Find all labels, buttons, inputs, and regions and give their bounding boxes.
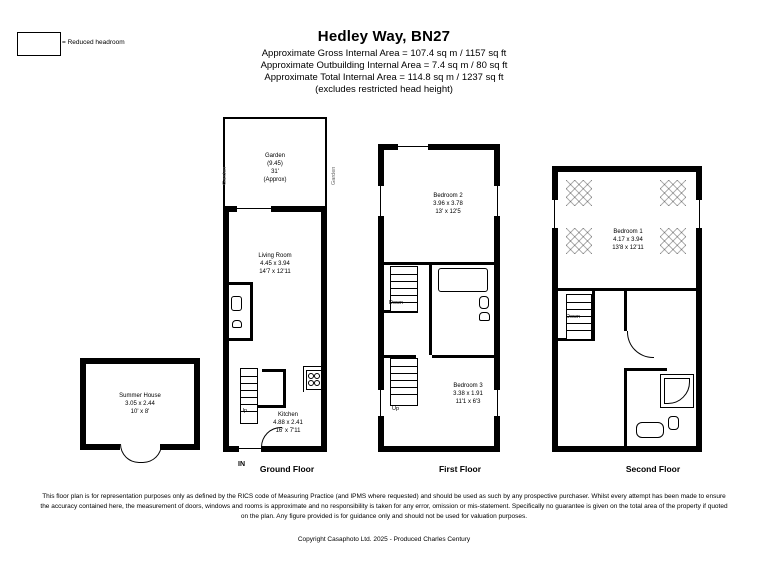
stairs-ground: [240, 368, 258, 424]
area-gross-internal: Approximate Gross Internal Area = 107.4 sq m / 1157 sq ft: [261, 48, 507, 59]
stairs-up-label-ground: Up: [240, 408, 248, 414]
room-garden-note: (Approx): [263, 177, 287, 183]
outbuilding-name: Summer House: [119, 393, 161, 399]
room-bedroom1-imperial: 13'8 x 12'11: [612, 245, 644, 251]
garden-side-label-right: Garden: [331, 166, 337, 185]
stairs-first-up: [390, 358, 418, 406]
copyright-text: Copyright Casaphoto Ltd. 2025 - Produced Charles Century: [297, 536, 471, 543]
legend-swatch: [17, 32, 61, 56]
room-kitchen-name: Kitchen: [277, 412, 298, 418]
room-kitchen-metric: 4.88 x 2.41: [273, 420, 303, 426]
stairs-down-label-first: Down: [389, 300, 404, 306]
room-bedroom3-metric: 3.38 x 1.91: [453, 391, 483, 397]
room-garden-imperial: 31': [271, 169, 279, 175]
room-living-imperial: 14'7 x 12'11: [259, 269, 291, 275]
room-bedroom2-metric: 3.96 x 3.78: [433, 201, 463, 207]
page-title: Hedley Way, BN27: [317, 28, 451, 45]
room-bedroom3-imperial: 11'1 x 6'3: [455, 399, 481, 405]
garden-side-label-left: Garden: [222, 166, 228, 185]
room-living-metric: 4.45 x 3.94: [260, 261, 290, 267]
outbuilding-metric: 3.05 x 2.44: [125, 401, 155, 407]
room-garden-metric: (9.45): [267, 161, 283, 167]
room-bedroom2-imperial: 13' x 12'5: [435, 209, 461, 215]
stairs-down-label-second: Down: [566, 314, 581, 320]
outbuilding-imperial: 10' x 8': [130, 409, 150, 415]
legend-label: = Reduced headroom: [62, 39, 125, 46]
room-kitchen-imperial: 16' x 7'11: [275, 428, 301, 434]
room-bedroom1-name: Bedroom 1: [613, 229, 643, 235]
floor-label-first: First Floor: [438, 464, 482, 474]
room-bedroom1-metric: 4.17 x 3.94: [613, 237, 643, 243]
room-bedroom3-name: Bedroom 3: [453, 383, 483, 389]
room-living-name: Living Room: [258, 253, 292, 259]
floor-label-second: Second Floor: [625, 464, 681, 474]
entrance-label: IN: [238, 461, 245, 468]
area-outbuilding: Approximate Outbuilding Internal Area = 7.4 sq m / 80 sq ft: [260, 60, 508, 71]
floor-label-ground: Ground Floor: [259, 464, 315, 474]
room-garden-name: Garden: [264, 153, 285, 159]
disclaimer-text: This floor plan is for representation purposes only as defined by the RICS code of Measuring Practice (and IPMS where requested) and should be used as such by any prospective purchaser. Whilst every attempt has been made to ensure the accuracy contained here, the measurement of doors, windows and rooms is approximate and no responsibility is taken for any error, omission or mis-statement. Specifically no guarantee is given on the total area of the property if quoted on the plan. Any figure provided is for guidance only and should not be used for valuation purposes.: [40, 493, 728, 520]
stairs-up-label-first: Up: [392, 406, 400, 412]
area-note: (excludes restricted head height): [315, 84, 453, 95]
room-bedroom2-name: Bedroom 2: [433, 193, 463, 199]
area-total: Approximate Total Internal Area = 114.8 sq m / 1237 sq ft: [264, 72, 504, 83]
